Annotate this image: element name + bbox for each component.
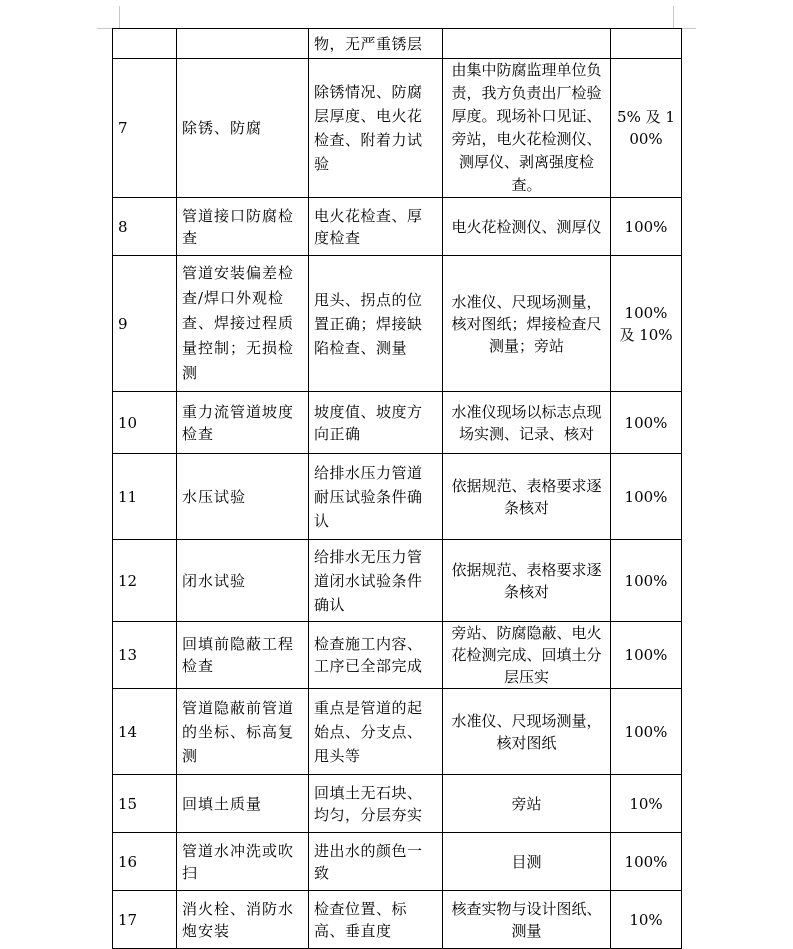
check-method-cell: 电火花检测仪、测厚仪 [443,198,611,256]
row-number-cell: 17 [113,891,177,949]
row-number-cell: 10 [113,392,177,454]
row-number-cell [113,29,177,59]
row-number-cell: 13 [113,622,177,689]
check-content-cell: 给排水无压力管道闭水试验条件确认 [309,540,443,622]
table-row [113,256,682,392]
check-method-cell: 由集中防腐监理单位负责，我方负责出厂检验厚度。现场补口见证、旁站，电火花检测仪、测厚仪、剥离强度检查。 [443,59,611,198]
check-ratio-cell: 100% [611,198,682,256]
check-ratio-cell: 10% [611,775,682,833]
check-ratio-cell: 10% [611,891,682,949]
table-row [113,622,682,689]
check-item-cell: 管道隐蔽前管道的坐标、标高复测 [177,689,309,775]
row-number-cell: 14 [113,689,177,775]
check-content-cell: 坡度值、坡度方向正确 [309,392,443,454]
check-content-cell: 物，无严重锈层 [309,29,443,59]
check-ratio-cell: 100% [611,689,682,775]
check-item-cell: 回填前隐蔽工程检查 [177,622,309,689]
check-item-cell: 闭水试验 [177,540,309,622]
table-row [113,198,682,256]
row-number-cell: 12 [113,540,177,622]
check-ratio-cell [611,29,682,59]
table-row [113,540,682,622]
row-number-cell: 16 [113,833,177,891]
check-ratio-cell: 100% 及 10% [611,256,682,392]
check-ratio-cell: 100% [611,454,682,540]
check-method-cell: 依据规范、表格要求逐条核对 [443,454,611,540]
row-number-cell: 11 [113,454,177,540]
check-item-cell: 管道水冲洗或吹扫 [177,833,309,891]
table-row [113,891,682,949]
check-method-cell: 水准仪、尺现场测量，核对图纸 [443,689,611,775]
check-ratio-cell: 100% [611,540,682,622]
check-method-cell: 旁站、防腐隐蔽、电火花检测完成、回填土分层压实 [443,622,611,689]
check-ratio-cell: 100% [611,622,682,689]
table-row [113,454,682,540]
table-row [113,392,682,454]
check-content-cell: 给排水压力管道耐压试验条件确认 [309,454,443,540]
check-method-cell [443,29,611,59]
table-row [113,59,682,198]
check-content-cell: 进出水的颜色一致 [309,833,443,891]
check-method-cell: 旁站 [443,775,611,833]
check-content-cell: 回填土无石块、均匀，分层夯实 [309,775,443,833]
check-item-cell [177,29,309,59]
crop-mark-top-right-vertical [673,6,674,28]
check-method-cell: 依据规范、表格要求逐条核对 [443,540,611,622]
check-item-cell: 水压试验 [177,454,309,540]
row-number-cell: 15 [113,775,177,833]
row-number-cell: 7 [113,59,177,198]
row-number-cell: 9 [113,256,177,392]
table-row [113,689,682,775]
check-content-cell: 重点是管道的起始点、分支点、甩头等 [309,689,443,775]
check-ratio-cell: 100% [611,392,682,454]
crop-mark-top-left-vertical [119,6,120,28]
row-number-cell: 8 [113,198,177,256]
check-item-cell: 回填土质量 [177,775,309,833]
table-row [113,775,682,833]
check-content-cell: 检查施工内容、工序已全部完成 [309,622,443,689]
check-item-cell: 管道接口防腐检查 [177,198,309,256]
check-method-cell: 水准仪、尺现场测量，核对图纸；焊接检查尺测量；旁站 [443,256,611,392]
check-ratio-cell: 5% 及 100% [611,59,682,198]
check-content-cell: 除锈情况、防腐层厚度、电火花检查、附着力试验 [309,59,443,198]
check-content-cell: 检查位置、标高、垂直度 [309,891,443,949]
table-row [113,29,682,59]
check-content-cell: 电火花检查、厚度检查 [309,198,443,256]
check-method-cell: 水准仪现场以标志点现场实测、记录、核对 [443,392,611,454]
check-method-cell: 目测 [443,833,611,891]
table-row [113,833,682,891]
check-item-cell: 消火栓、消防水炮安装 [177,891,309,949]
check-content-cell: 甩头、拐点的位置正确；焊接缺陷检查、测量 [309,256,443,392]
check-item-cell: 重力流管道坡度检查 [177,392,309,454]
check-ratio-cell: 100% [611,833,682,891]
check-method-cell: 核查实物与设计图纸、测量 [443,891,611,949]
inspection-table [112,28,682,949]
check-item-cell: 除锈、防腐 [177,59,309,198]
check-item-cell: 管道安装偏差检查/焊口外观检查、焊接过程质量控制；无损检测 [177,256,309,392]
